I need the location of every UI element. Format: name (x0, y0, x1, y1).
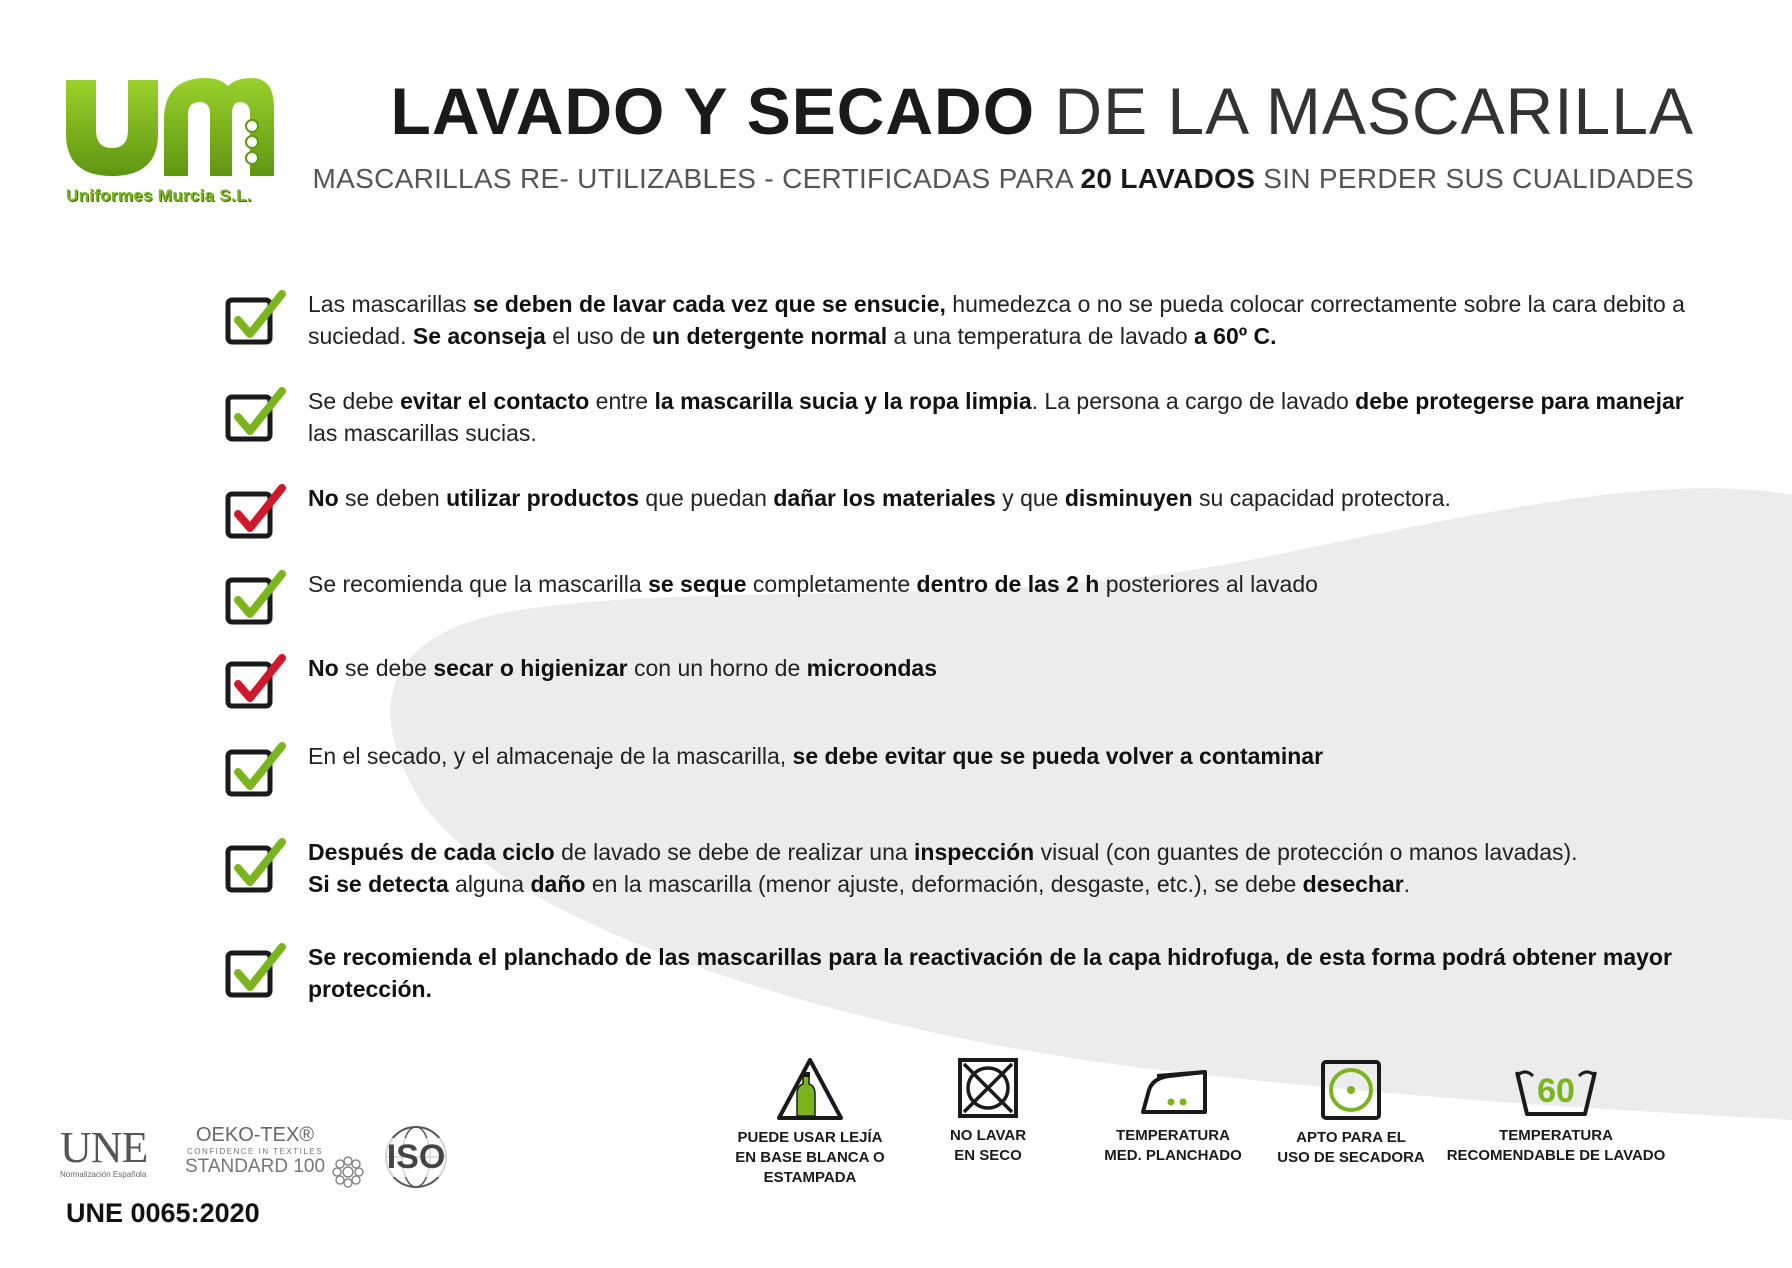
text-run: Las mascarillas (308, 291, 473, 317)
bleach-triangle-icon (775, 1056, 845, 1122)
une-logo (60, 1123, 160, 1186)
text-run: completamente (746, 571, 917, 597)
text-emphasis: inspección (914, 839, 1035, 865)
checkbox-checked-icon (224, 836, 288, 896)
item-text (308, 385, 1688, 449)
list-item (224, 652, 1644, 722)
text-emphasis: dañar los materiales (773, 485, 996, 511)
subtitle-bold: 20 LAVADOS (1080, 163, 1256, 194)
wash-60-icon (1513, 1064, 1599, 1120)
um-logo-mark (60, 68, 280, 188)
text-emphasis: secar o higienizar (433, 655, 628, 681)
item-text (308, 941, 1688, 1005)
text-run: entre (589, 388, 655, 414)
item-text (308, 288, 1688, 352)
text-emphasis: dentro de las 2 h (916, 571, 1100, 597)
care-symbol-iron (1078, 1060, 1268, 1166)
item-text (308, 836, 1688, 900)
text-run: alguna (448, 871, 531, 897)
wash-temp-label: 60 (1537, 1072, 1575, 1110)
text-emphasis: se debe evitar que se pueda volver a contaminar (792, 743, 1324, 769)
text-run: se debe (338, 655, 434, 681)
text-emphasis: Se aconseja (412, 323, 546, 349)
oeko-tex-logo (180, 1124, 370, 1190)
oeko-line3: STANDARD 100 (184, 1156, 326, 1177)
page-title (390, 74, 1694, 148)
care-label-line2: RECOMENDABLE DE LAVADO (1446, 1147, 1666, 1164)
une-logo-text: UNE (60, 1123, 148, 1172)
iron-medium-icon (1135, 1060, 1211, 1120)
text-run: Se recomienda que la mascarilla (308, 571, 649, 597)
text-run: las mascarillas sucias. (308, 420, 537, 446)
text-emphasis: evitar el contacto (400, 388, 590, 414)
item-text (308, 482, 1688, 514)
care-label-line1: APTO PARA EL (1296, 1129, 1406, 1146)
item-text (308, 740, 1688, 772)
text-emphasis: debe protegerse para manejar (1355, 388, 1684, 414)
checkbox-checked-icon (224, 652, 288, 712)
iso-logo (378, 1124, 454, 1190)
oeko-line2: CONFIDENCE IN TEXTILES (187, 1147, 323, 1156)
text-run: humedezca o no se pueda colocar correctamente sobre la cara debito a suciedad. (308, 291, 1685, 349)
text-emphasis: No (308, 655, 339, 681)
list-item (224, 288, 1685, 358)
text-run: En el secado, y el almacenaje de la mascarilla, (308, 743, 793, 769)
text-emphasis: daño (530, 871, 586, 897)
checkbox-checked-icon (224, 568, 288, 628)
list-item (224, 740, 1644, 810)
text-emphasis: un detergente normal (651, 323, 888, 349)
item-text (308, 568, 1688, 600)
text-emphasis: se deben de lavar cada vez que se ensucie, (472, 291, 946, 317)
iso-text: ISO (378, 1138, 454, 1177)
care-symbol-wash-60 (1441, 1064, 1671, 1166)
list-item (224, 482, 1644, 552)
text-run: con un horno de (627, 655, 807, 681)
text-run: el uso de (545, 323, 652, 349)
text-emphasis: microondas (806, 655, 938, 681)
company-logo (60, 68, 290, 218)
text-emphasis: utilizar productos (446, 485, 640, 511)
text-run: de lavado se debe de realizar una (554, 839, 915, 865)
care-symbol-no-dry-clean (893, 1056, 1083, 1166)
text-emphasis: desechar (1302, 871, 1404, 897)
text-run: Se debe (308, 388, 401, 414)
text-run: visual (con guantes de protección o manos lavadas). (1034, 839, 1578, 865)
text-run: en la mascarilla (menor ajuste, deformación, desgaste, etc.), se debe (585, 871, 1303, 897)
text-emphasis: disminuyen (1064, 485, 1193, 511)
text-emphasis: se seque (648, 571, 747, 597)
text-run: . (1403, 871, 1411, 897)
care-label-line2: EN BASE BLANCA O ESTAMPADA (735, 1149, 885, 1186)
text-emphasis: Se recomienda el planchado de las mascarillas para la reactivación de la capa hidrofuga, de esta forma podrá obtener mayor protección. (308, 944, 1672, 1002)
list-item (224, 568, 1644, 638)
care-label-line2: MED. PLANCHADO (1104, 1147, 1242, 1164)
text-emphasis: No (308, 485, 339, 511)
care-label-line1: PUEDE USAR LEJÍA (737, 1129, 883, 1146)
text-run: posteriores al lavado (1099, 571, 1318, 597)
oeko-flower-icon (330, 1154, 366, 1190)
text-run: y que (995, 485, 1065, 511)
text-run: su capacidad protectora. (1192, 485, 1451, 511)
text-run: que puedan (639, 485, 774, 511)
page-subtitle (313, 163, 1695, 195)
text-emphasis: Si se detecta (308, 871, 449, 897)
text-run: se deben (338, 485, 447, 511)
checkbox-checked-icon (224, 482, 288, 542)
care-label-line1: NO LAVAR (949, 1127, 1027, 1144)
text-emphasis: a 60º C. (1194, 323, 1277, 349)
no-dry-clean-icon (956, 1056, 1020, 1120)
text-run: a una temperatura de lavado (887, 323, 1194, 349)
subtitle-part2: SIN PERDER SUS CUALIDADES (1263, 163, 1694, 194)
subtitle-part1: MASCARILLAS RE- UTILIZABLES - CERTIFICADAS PARA (312, 163, 1073, 194)
text-run: . La persona a cargo de lavado (1031, 388, 1356, 414)
care-symbol-dryer (1256, 1058, 1446, 1168)
checkbox-checked-icon (224, 740, 288, 800)
title-light: DE LA MASCARILLA (1054, 74, 1694, 148)
list-item (224, 836, 1644, 906)
care-symbol-bleach (715, 1056, 905, 1188)
title-bold: LAVADO Y SECADO (390, 74, 1036, 148)
list-item (224, 385, 1684, 455)
logo-caption: Uniformes Murcia S.L. (66, 186, 252, 205)
oeko-line1: OEKO-TEX® (195, 1124, 315, 1146)
care-label-line1: TEMPERATURA (1499, 1127, 1613, 1144)
une-logo-subtext: Normalización Española (60, 1170, 147, 1179)
checkbox-checked-icon (224, 288, 288, 348)
item-text (308, 652, 1688, 684)
text-emphasis: Después de cada ciclo (308, 839, 555, 865)
tumble-dryer-icon (1319, 1058, 1383, 1122)
care-label-line1: TEMPERATURA (1116, 1127, 1230, 1144)
care-label-line2: USO DE SECADORA (1277, 1149, 1425, 1166)
care-label-line2: EN SECO (954, 1147, 1022, 1164)
checkbox-checked-icon (224, 385, 288, 445)
list-item (224, 941, 1672, 1011)
standard-code: UNE 0065:2020 (66, 1198, 260, 1228)
checkbox-checked-icon (224, 941, 288, 1001)
text-emphasis: la mascarilla sucia y la ropa limpia (654, 388, 1032, 414)
